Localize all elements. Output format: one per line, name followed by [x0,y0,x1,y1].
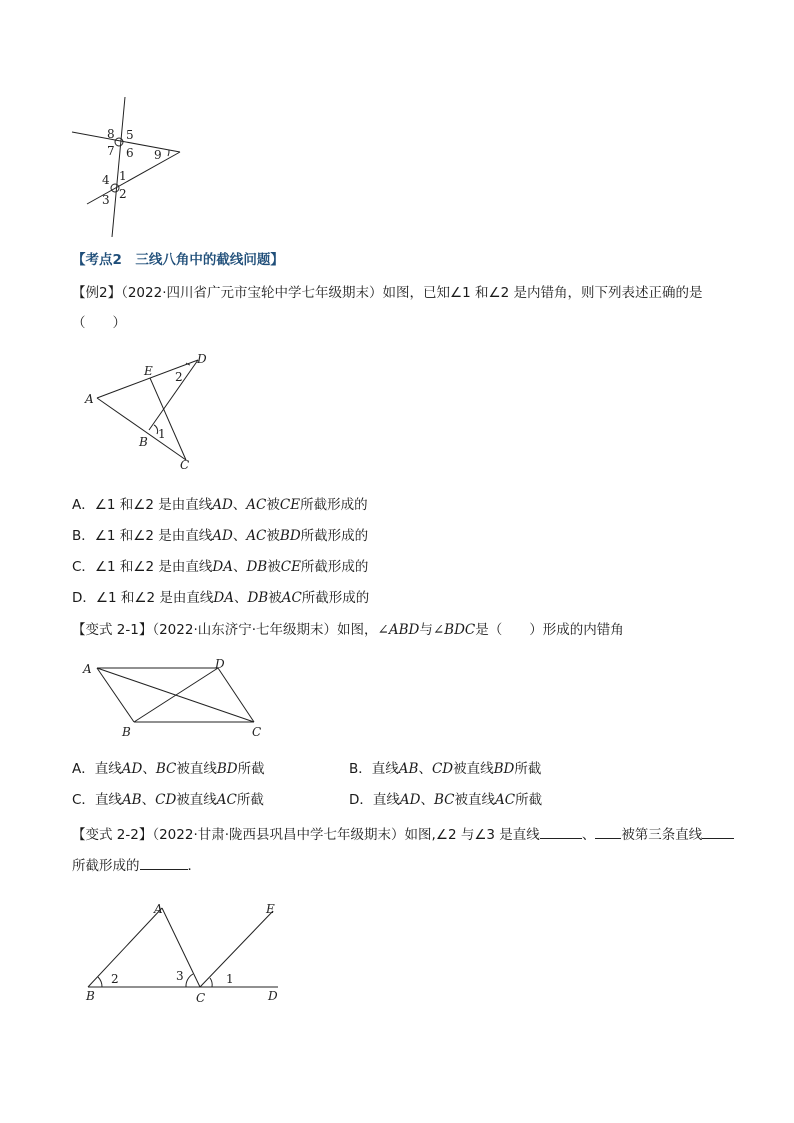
line-name: DA [213,590,234,606]
line-name: DB [246,559,268,575]
variant21-option-b[interactable] [349,760,541,778]
line-name: AC [495,792,516,808]
separator: 、 [418,761,432,777]
segment-AB [97,668,134,722]
option-letter: D． [72,590,96,606]
line-name: AC [216,792,237,808]
figure-example2 [80,348,220,478]
figure-variant21 [78,654,278,744]
label-7: 7 [107,144,115,158]
option-letter: A． [72,497,95,513]
separator: 、 [233,590,248,606]
segment-BD [134,668,218,722]
example2-source: （2022·四川省广元市宝轮中学七年级期末） [121,285,383,301]
point-A: A [83,662,92,676]
example2-question [72,284,702,302]
line-name: BD [216,761,238,777]
line-name: AD [212,528,233,544]
option-letter: B． [349,761,372,777]
option-text: ∠1 和∠2 是由直线 [94,559,213,575]
question-text: 如图， [337,622,378,638]
label-1: 1 [119,169,127,183]
option-text: 所截形成的 [301,590,370,606]
variant21-question [72,621,624,639]
line-name: AC [281,590,302,606]
question-text: ． [187,858,201,874]
variant22-question-line2 [72,855,201,875]
option-text: 直线 [372,792,400,808]
section-heading: 【考点2 三线八角中的截线问题】 [72,252,284,268]
line-name: DA [212,559,233,575]
segment-AB [88,908,162,987]
label-angle-2: 2 [111,972,119,986]
variant21-prefix: 【变式 2-1】 [72,622,153,638]
point-B: B [122,725,131,739]
figure-transversals [60,90,200,245]
option-text: 所截 [236,792,264,808]
separator: 、 [141,792,156,808]
question-text: 如图,∠2 与∠3 是直线 [404,827,540,843]
label-6: 6 [126,146,134,160]
line-name: AD [121,761,143,777]
segment-DB [149,360,198,430]
question-text: 是（ ）形成的内错角 [475,622,624,638]
line-name: AD [399,792,421,808]
label-angle-1: 1 [158,427,166,441]
option-text: 直线 [94,761,122,777]
line-name: BC [433,792,455,808]
answer-blank-3[interactable] [702,824,734,839]
line-name: CE [279,497,301,513]
point-A: A [154,902,163,916]
option-text: 被 [266,497,280,513]
question-text: 所截形成的 [72,858,140,874]
line-name: AB [121,792,142,808]
option-text: ∠1 和∠2 是由直线 [94,528,213,544]
separator: 、 [420,792,434,808]
separator: 、 [232,559,247,575]
option-text: 被 [267,559,281,575]
option-text: ∠1 和∠2 是由直线 [95,590,214,606]
line-name: BD [493,761,515,777]
label-angle-1: 1 [226,972,234,986]
variant21-option-c[interactable] [72,791,264,809]
line-name: AD [212,497,233,513]
option-text: 所截形成的 [300,559,369,575]
line-name: BD [279,528,301,544]
point-D: D [268,989,278,1003]
option-letter: B． [72,528,95,544]
example2-option-a[interactable] [72,496,368,514]
label-5: 5 [126,128,134,142]
option-text: ∠1 和∠2 是由直线 [94,497,213,513]
question-text: 与 [419,622,433,638]
angle-3-arc [186,974,193,987]
point-B: B [139,435,148,449]
label-2: 2 [119,187,127,201]
angle-BDC: ∠BDC [432,622,476,638]
variant22-source: （2022·甘肃·陇西县巩昌中学七年级期末） [152,827,405,843]
label-9: 9 [154,148,162,162]
option-text: 被直线 [176,792,217,808]
option-text: 所截 [514,761,542,777]
answer-blank-4[interactable] [140,855,188,870]
point-C: C [252,725,262,739]
label-angle-2: 2 [175,370,183,384]
option-text: 被直线 [453,761,494,777]
variant22-prefix: 【变式 2-2】 [72,827,153,843]
figure-variant22 [80,898,290,1008]
option-text: 所截形成的 [300,528,369,544]
angle-ABD: ∠ABD [377,622,420,638]
transversal-line-vertical [112,97,125,237]
option-text: 被直线 [176,761,217,777]
variant21-option-a[interactable] [72,760,265,778]
option-text: 直线 [94,792,122,808]
question-text: 被第三条直线 [621,827,703,843]
option-text: 被直线 [454,792,495,808]
label-8: 8 [107,127,115,141]
answer-blank-2[interactable] [595,824,621,839]
line-name: DB [247,590,269,606]
point-E: E [144,364,153,378]
ray-CE [200,911,273,987]
label-4: 4 [102,173,110,187]
point-B: B [86,989,95,1003]
point-A: A [85,392,94,406]
separator: 、 [232,497,247,513]
label-angle-3: 3 [176,969,184,983]
option-text: 被 [268,590,282,606]
option-letter: C． [72,559,95,575]
line-name: AC [246,528,267,544]
variant21-source: （2022·山东济宁·七年级期末） [152,622,338,638]
line-name: BC [155,761,177,777]
label-3: 3 [102,193,110,207]
variant21-option-d[interactable] [349,791,542,809]
variant22-question-line1 [72,824,734,844]
example2-prefix: 【例2】 [72,285,122,301]
option-letter: C． [72,792,95,808]
point-D: D [215,657,225,671]
option-letter: A． [72,761,95,777]
separator: 、 [581,827,596,843]
answer-blank-1[interactable] [540,824,582,839]
line-name: AC [246,497,267,513]
angle-9-arc [168,150,169,156]
separator: 、 [232,528,247,544]
example2-option-b[interactable] [72,527,368,545]
angle-marker-upper [115,138,123,146]
separator: 、 [142,761,156,777]
angle-1-arc [210,978,212,987]
segment-DC [218,668,254,722]
example2-option-d[interactable] [72,589,369,607]
option-text: 所截 [515,792,543,808]
point-D: D [197,352,207,366]
line-name: CD [431,761,454,777]
line-name: CE [280,559,301,575]
line-name: AB [398,761,419,777]
option-text: 直线 [371,761,399,777]
example2-text: 如图，已知∠1 和∠2 是内错角，则下列表述正确的是 [382,285,703,301]
point-C: C [196,991,206,1005]
option-letter: D． [349,792,373,808]
point-E: E [266,902,275,916]
option-text: 所截形成的 [300,497,368,513]
option-text: 被 [266,528,280,544]
line-name: CD [155,792,177,808]
point-C: C [180,458,190,472]
angle-2-arc [98,977,102,987]
example2-option-c[interactable] [72,558,368,576]
example2-answer-bracket: （ ） [72,315,126,331]
option-text: 所截 [237,761,265,777]
